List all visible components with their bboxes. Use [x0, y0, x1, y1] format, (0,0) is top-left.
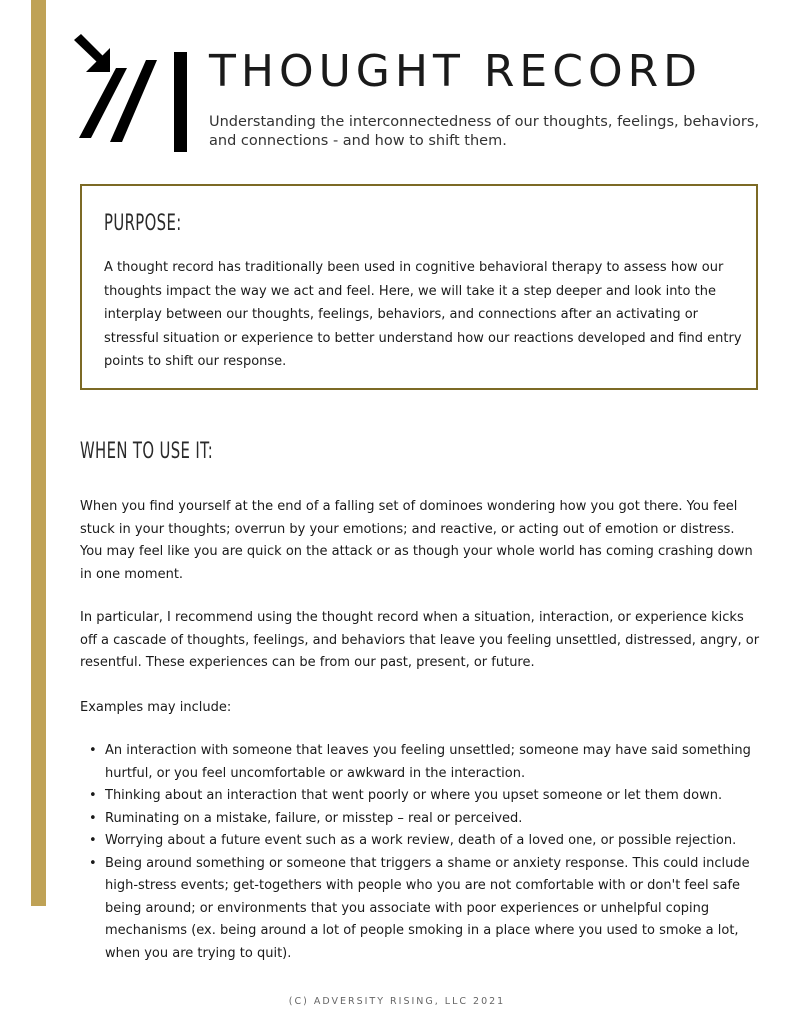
list-item [80, 830, 760, 853]
when-paragraph-2: In particular, I recommend using the thought record when a situation, interaction, or experience kicks off a cascade of thoughts, feelings, and behaviors that leave you feeling unsettled, distressed, angry, or resentful. These experiences can be from our past, present, or future. [80, 610, 760, 670]
when-paragraph-1: When you find yourself at the end of a falling set of dominoes wondering how you got there. You feel stuck in your thoughts; overrun by your emotions; and reactive, or acting out of emotion or distress. You may feel like you are quick on the attack or as though your whole world has coming crashing down in one moment. [80, 499, 753, 582]
examples-intro: Examples may include: [80, 700, 232, 715]
list-item-text: Ruminating on a mistake, failure, or misstep – real or perceived. [105, 810, 523, 826]
list-item [80, 853, 760, 966]
list-item [80, 808, 760, 831]
page-title: THOUGHT RECORD [209, 46, 703, 97]
bullet-icon: • [89, 833, 97, 848]
list-item-text: Being around something or someone that triggers a shame or anxiety response. This could include high-stress events; get-togethers with people who you are not comfortable with or don't feel safe being around; or environments that you associate with poor experiences or unhelpful coping mechanisms (ex. being around a lot of people smoking in a place where you used to smoke a lot, when you are trying to quit). [105, 855, 750, 961]
list-item [80, 785, 760, 808]
list-item-text: Worrying about a future event such as a work review, death of a loved one, or possible rejection. [105, 833, 737, 848]
purpose-heading: PURPOSE: [104, 211, 182, 236]
list-item [80, 740, 760, 785]
examples-list [80, 740, 760, 965]
falling-dominoes-arrow-icon [70, 32, 192, 154]
purpose-text: A thought record has traditionally been used in cognitive behavioral therapy to assess how our thoughts impact the way we act and feel. Here, we will take it a step deeper and look into the interplay between our thoughts, feelings, behaviors, and connections after an activating or stressful situation or experience to better understand how our reactions developed and find entry points to shift our response. [104, 260, 742, 369]
bullet-icon: • [89, 855, 97, 871]
bullet-icon: • [89, 788, 97, 803]
decorative-gold-bar [31, 0, 46, 906]
list-item-text: Thinking about an interaction that went poorly or where you upset someone or let them down. [105, 788, 723, 803]
footer-copyright: (C) ADVERSITY RISING, LLC 2021 [288, 996, 506, 1007]
list-item-text: An interaction with someone that leaves you feeling unsettled; someone may have said something hurtful, or you feel uncomfortable or awkward in the interaction. [105, 743, 751, 781]
page-subtitle: Understanding the interconnectedness of our thoughts, feelings, behaviors, and connections - and how to shift them. [209, 114, 760, 149]
bullet-icon: • [89, 743, 97, 758]
purpose-box [80, 184, 758, 390]
when-to-use-heading: WHEN TO USE IT: [80, 439, 214, 464]
bullet-icon: • [89, 810, 97, 826]
